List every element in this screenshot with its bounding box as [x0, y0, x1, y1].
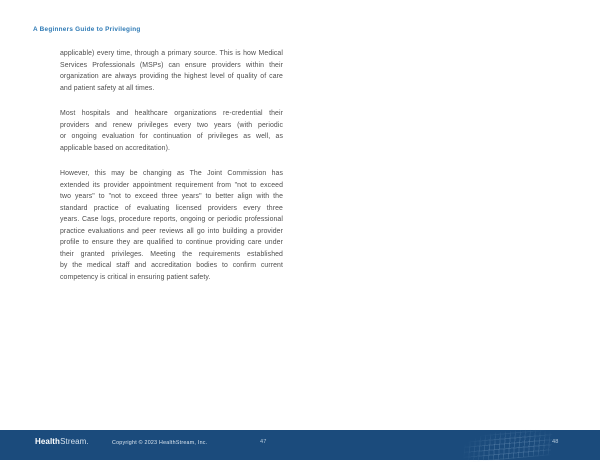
text-line: two years" to "not to exceed three years" to better align with the [60, 193, 283, 200]
logo-text-regular: Stream. [60, 437, 89, 446]
body-text-block [60, 48, 283, 297]
grid-pattern-decoration [463, 427, 553, 463]
logo-text-bold: Health [35, 437, 61, 446]
text-line: competency is critical in ensuring patient safety. [60, 273, 211, 281]
text-line: applicable based on accreditation). [60, 144, 170, 152]
text-line: extended its provider appointment requirement from "not to exceed [60, 181, 283, 189]
text-line: Services Professionals (MSPs) can ensure providers within their [60, 61, 283, 69]
text-line: Most hospitals and healthcare organizations re-credential their [60, 110, 283, 117]
paragraph [60, 108, 283, 154]
paragraph [60, 168, 283, 283]
text-line: applicable) every time, through a primary source. This is how Medical [60, 50, 283, 57]
text-line: practice evaluations and peer reviews all go into building a provider [60, 227, 283, 235]
running-header-title: A Beginners Guide to Privileging [33, 26, 141, 33]
text-line: However, this may be changing as The Joint Commission has [60, 170, 283, 177]
healthstream-logo [35, 437, 89, 446]
page-number-right: 48 [552, 439, 559, 445]
text-line: organization are always providing the highest level of quality of care [60, 73, 283, 80]
text-line: by the medical staff and accreditation bodies to confirm current [60, 262, 283, 269]
text-line: their granted privileges. Meeting the requirements established [60, 250, 283, 258]
footer-band [0, 430, 600, 460]
paragraph [60, 48, 283, 94]
text-line: and patient safety at all times. [60, 84, 155, 92]
text-line: years. Case logs, procedure reports, ongoing or periodic professional [60, 216, 283, 223]
text-line: standard practice of evaluating licensed providers every three [60, 204, 283, 212]
copyright-text: Copyright © 2023 HealthStream, Inc. [112, 439, 208, 446]
text-line: or ongoing evaluation for continuation of privileges as well, as [60, 133, 283, 140]
text-line: providers and renew privileges every two years (with periodic [60, 121, 283, 129]
page-number-left: 47 [260, 439, 267, 445]
text-line: profile to ensure they are qualified to continue providing care under [60, 239, 283, 246]
